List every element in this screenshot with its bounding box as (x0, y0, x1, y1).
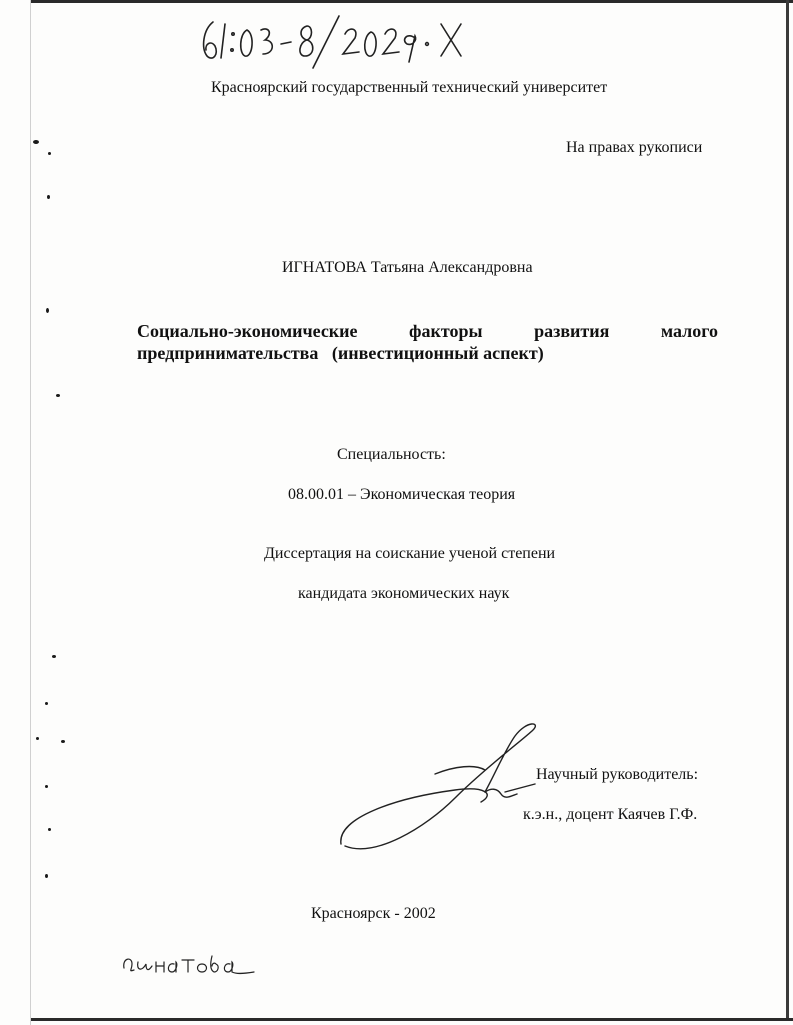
scan-speck (45, 785, 48, 788)
scan-speck (56, 394, 60, 397)
supervisor-label: Научный руководитель: (536, 766, 699, 783)
scan-speck (61, 740, 65, 743)
author-name: ИГНАТОВА Татьяна Александровна (282, 259, 533, 276)
scan-speck (52, 655, 56, 658)
scan-speck (36, 737, 39, 740)
supervisor-signature (335, 718, 545, 858)
scan-speck (33, 140, 39, 144)
handwritten-author-name (118, 948, 258, 978)
scan-edge-bottom (30, 1018, 793, 1021)
handwritten-archive-code (195, 10, 485, 70)
university-name: Красноярский государственный технический университет (211, 79, 608, 96)
supervisor-name: к.э.н., доцент Каячев Г.Ф. (523, 806, 698, 823)
scan-speck (45, 702, 48, 705)
scan-edge-left (30, 0, 31, 1025)
title-line-1: Социально-экономические факторы развития малого (137, 321, 718, 341)
specialty-label: Специальность: (337, 446, 446, 463)
title-line-2: предпринимательства (инвестиционный аспект) (137, 343, 544, 363)
dissertation-degree-line-2: кандидата экономических наук (298, 585, 510, 602)
dissertation-title (137, 320, 718, 364)
scan-speck (47, 195, 50, 199)
specialty-code: 08.00.01 – Экономическая теория (288, 486, 516, 503)
scan-speck (45, 874, 48, 878)
scan-speck (48, 828, 51, 831)
scan-speck (46, 308, 49, 313)
dissertation-degree-line-1: Диссертация на соискание ученой степени (264, 545, 556, 562)
city-and-year: Красноярск - 2002 (311, 905, 436, 922)
scan-edge-top (30, 0, 793, 3)
scan-edge-right (786, 0, 789, 1020)
scan-speck (48, 152, 51, 155)
manuscript-rights-note: На правах рукописи (566, 139, 703, 156)
